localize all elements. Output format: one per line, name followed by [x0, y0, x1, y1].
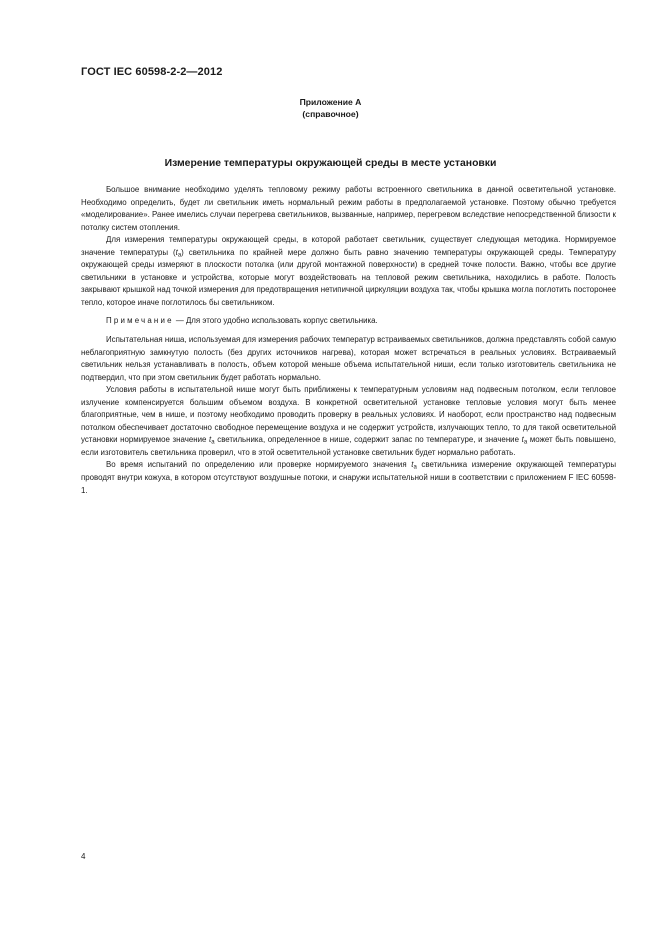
paragraph-2-text-b: ) светильника по крайней мере должно быть равно значению температуры окружающей среды. Температуру окружающей среды измеряют в плоскости потолка (или другой монтажной поверхности) в средней точке полости. Важно, чтобы все другие светильники в установке и устройства, которые могут воздействовать на тепловой режим светильника, находились в работе. Полость закрывают крышкой над точкой измерения для предотвращения нетипичной циркуляции воздуха так, чтобы крышка могла поглотить посторонее тепло, которое иначе поглотилось бы светильником. [81, 247, 616, 307]
paragraph-5-text-c: может быть повышено, если изготовитель светильника проверил, что в этой осветительной установке светильник будет нормально работать. [81, 435, 616, 457]
paragraph-1: Большое внимание необходимо уделять тепловому режиму работы встроенного светильника в данной осветительной установке. Необходимо определить, будет ли светильник иметь нормальный режим работы в предполагаемой установке. Поэтому обычно требуется «моделирование». Ранее имелись случаи перегрева светильников, вызванные, например, перегревом вследствие непосредственной близости к потолку систем отопления. [81, 185, 616, 232]
appendix-label: Приложение А [299, 97, 362, 107]
paragraph-5-text-a: Условия работы в испытательной нише могут быть приближены к температурным условиям над подвесным потолком, если тепловое излучение компенсируется большим объемом воздуха. В конкретной осветительной установке тепловые условия могут быть менее благоприятные, чем в нише, и поэтому необходимо проводить проверку в реальных условиях. И наоборот, если пространство над подвесным потолком обеспечивает достаточно свободное перемещение воздуха и не содержит устройств, излучающих тепло, то для такой осветительной установки нормируемое значение [81, 385, 616, 445]
ta-subscript: a [211, 439, 215, 446]
paragraph-6 [81, 459, 616, 497]
ta-symbol: t [209, 435, 212, 445]
body-text [81, 184, 616, 497]
appendix-heading [0, 96, 661, 120]
ta-symbol: t [175, 247, 178, 257]
note-text: — Для этого удобно использовать корпус светильника. [173, 316, 378, 326]
paragraph-5-text-b: светильника, определенное в нише, содержит запас по температуре, и значение [214, 435, 522, 445]
ta-subscript: a [413, 464, 417, 471]
note-label: Примечание [106, 316, 174, 326]
paragraph-2-text-a: Для измерения температуры окружающей среды, в которой работает светильник, существует следующая методика. Нормируемое значение температуры ( [81, 235, 616, 257]
appendix-type: (справочное) [302, 109, 359, 119]
ta-symbol: t [521, 435, 524, 445]
ta-subscript: a [523, 439, 528, 446]
paragraph-5 [81, 384, 616, 459]
paragraph-2 [81, 234, 616, 309]
paragraph-6-text-b: светильника измерение окружающей температуры проводят внутри кожуха, в котором отсутствуют воздушные потоки, и снаружи испытательной ниши в соответствии с приложением F IEC 60598-1. [81, 460, 616, 495]
note-paragraph [81, 315, 616, 328]
page-number: 4 [81, 852, 86, 861]
document-header: ГОСТ IEC 60598-2-2—2012 [81, 66, 223, 78]
section-title: Измерение температуры окружающей среды в месте установки [164, 158, 497, 169]
paragraph-6-text-a: Во время испытаний по определению или проверке нормируемого значения [106, 460, 412, 470]
ta-symbol: t [411, 460, 414, 470]
ta-subscript: a [177, 252, 182, 259]
paragraph-4: Испытательная ниша, используемая для измерения рабочих температур встраиваемых светильников, должна представлять собой самую неблагоприятную замкнутую полость (без других источников нагрева), которая может встречаться в реальных условиях. Встраиваемый светильник нельзя устанавливать в полость, объем которой меньше объема испытательной ниши, если только изготовитель светильника не подтвердил, что при этом светильник будет работать нормально. [81, 335, 616, 382]
